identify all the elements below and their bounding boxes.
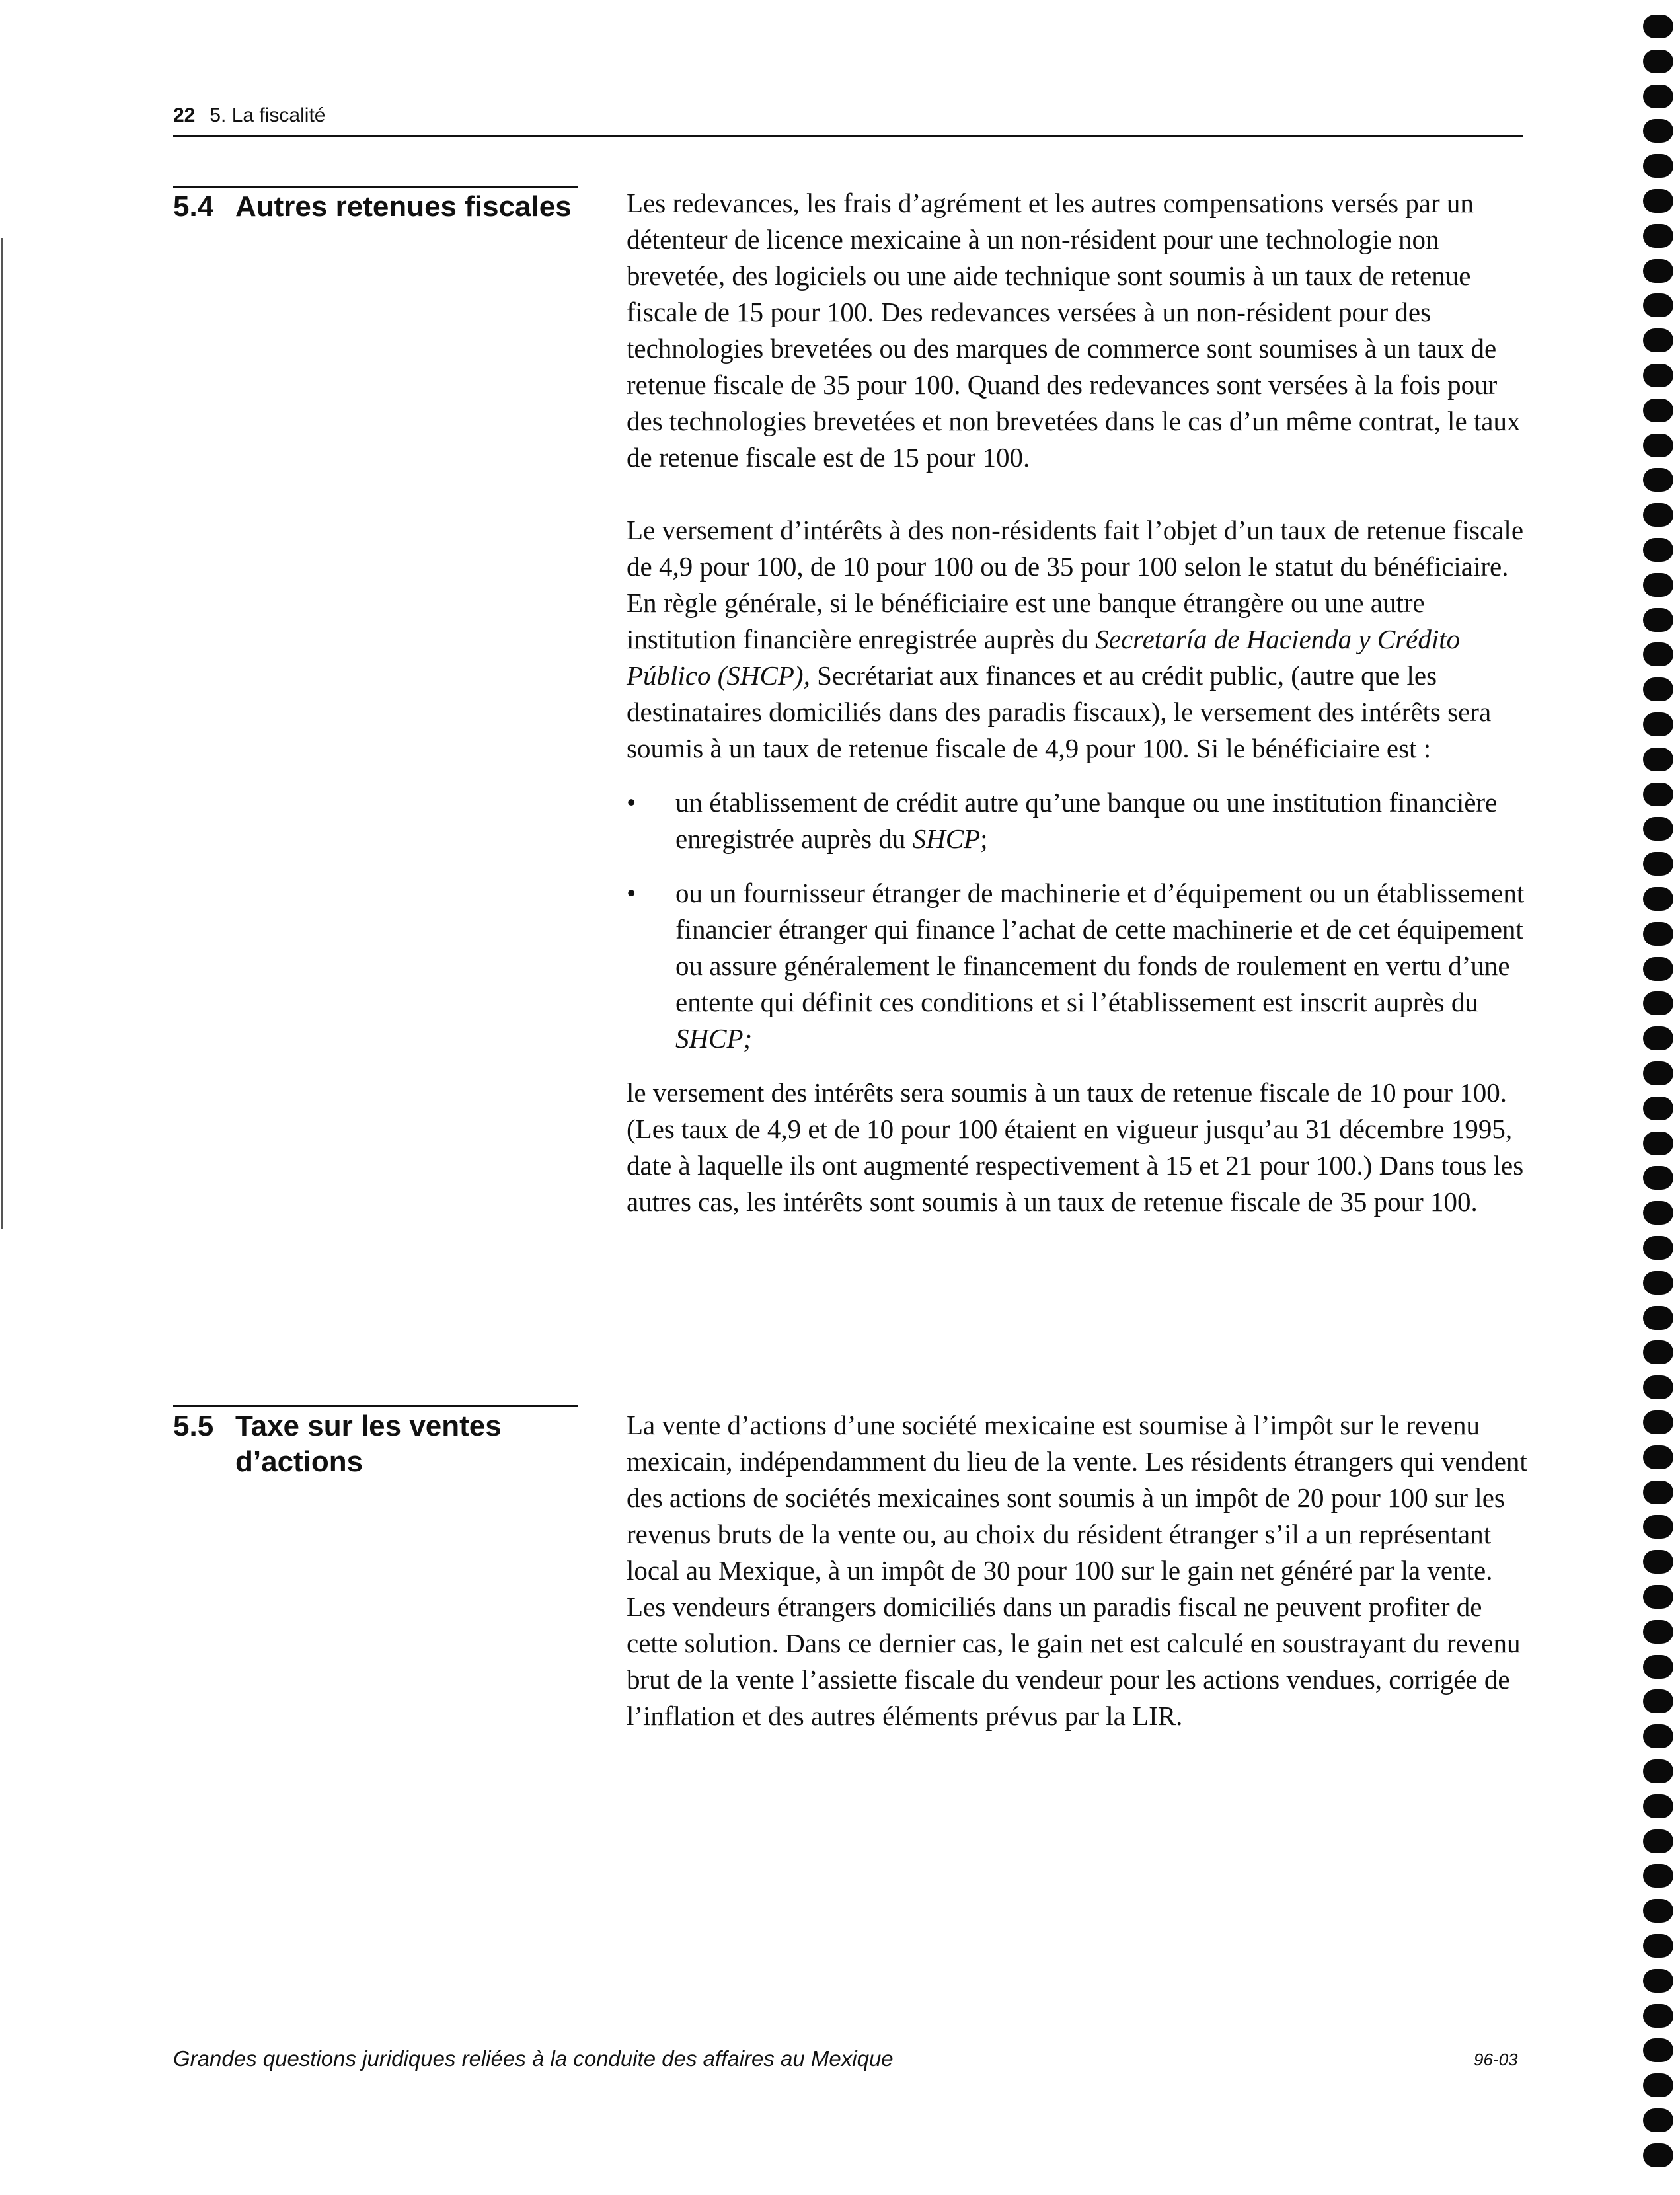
binding-hole: [1643, 1759, 1673, 1783]
list-item: [627, 875, 1532, 1057]
binding-hole: [1643, 922, 1673, 946]
binding-hole: [1643, 1201, 1673, 1225]
binding-hole: [1643, 1375, 1673, 1399]
list-item: [627, 785, 1532, 857]
binding-hole: [1643, 852, 1673, 876]
binding-hole: [1643, 1899, 1673, 1923]
binding-hole: [1643, 887, 1673, 911]
binding-hole: [1643, 434, 1673, 457]
binding-hole: [1643, 1132, 1673, 1155]
binding-hole: [1643, 399, 1673, 422]
section-body-5-4: [627, 185, 1532, 1220]
section-title: Autres retenues fiscales: [235, 190, 572, 223]
binding-hole: [1643, 1026, 1673, 1050]
section-number: 5.5: [173, 1410, 214, 1442]
section-body-5-5: [627, 1407, 1532, 1734]
binding-hole: [1643, 1794, 1673, 1818]
binding-hole: [1643, 1271, 1673, 1295]
section-title: Taxe sur les ventes d’actions: [235, 1410, 502, 1478]
binding-hole: [1643, 817, 1673, 841]
footer-code: 96-03: [1474, 2050, 1518, 2069]
binding-hole: [1643, 1724, 1673, 1748]
binding-hole: [1643, 1340, 1673, 1364]
binding-hole: [1643, 1620, 1673, 1644]
binding-hole: [1643, 1829, 1673, 1853]
binding-hole: [1643, 328, 1673, 352]
binding-hole: [1643, 1689, 1673, 1713]
binding-hole: [1643, 503, 1673, 527]
binding-hole: [1643, 1864, 1673, 1888]
bullet-icon: •: [627, 787, 636, 818]
binding-hole: [1643, 468, 1673, 492]
binding-hole: [1643, 2108, 1673, 2132]
binding-hole: [1643, 293, 1673, 317]
binding-hole: [1643, 154, 1673, 178]
binding-hole: [1643, 1236, 1673, 1260]
binding-hole: [1643, 15, 1673, 38]
bullet-icon: •: [627, 878, 636, 908]
binding-hole: [1643, 1445, 1673, 1469]
list-item-italic: SHCP;: [675, 1023, 753, 1054]
section-rule-5-4: [173, 186, 578, 188]
binding-hole: [1643, 608, 1673, 632]
binding-hole: [1643, 1969, 1673, 1993]
binding-hole: [1643, 712, 1673, 736]
paragraph-text: Secrétariat aux finances et au crédit public, (autre que les destinataires domiciliés dans des paradis fiscaux), le versement des intérêts sera soumis à un taux de retenue fiscale de 4,9 pour 100. Si le bénéficiaire est :: [627, 660, 1492, 763]
binding-hole: [1643, 2073, 1673, 2097]
page-header: [173, 106, 1523, 137]
binding-hole: [1643, 677, 1673, 701]
binding-hole: [1643, 189, 1673, 213]
paragraph: La vente d’actions d’une société mexicaine est soumise à l’impôt sur le revenu mexicain, indépendamment du lieu de la vente. Les résidents étrangers qui vendent des actions de sociétés mexicaines sont soumis à un impôt de 20 pour 100 sur les revenus bruts de la vente ou, au choix du résident étranger s’il a un représentant local au Mexique, à un impôt de 30 pour 100 sur le gain net généré par la vente. Les vendeurs étrangers domiciliés dans un paradis fiscal ne peuvent profiter de cette solution. Dans ce dernier cas, le gain net est calculé en soustrayant du revenu brut de la vente l’assiette fiscale du vendeur pour les actions vendues, corrigée de l’inflation et des autres éléments prévus par la LIR.: [627, 1410, 1527, 1731]
binding-hole: [1643, 1481, 1673, 1504]
binding-hole: [1643, 1515, 1673, 1539]
binding-hole: [1643, 573, 1673, 597]
paragraph: [627, 512, 1532, 767]
binding-hole: [1643, 85, 1673, 108]
list-item-text: un établissement de crédit autre qu’une banque ou une institution financière enregistrée auprès du: [675, 787, 1498, 854]
scan-edge-mark: [1, 238, 3, 1229]
binding-hole: [1643, 748, 1673, 771]
binding-hole: [1643, 224, 1673, 248]
binding-hole: [1643, 1550, 1673, 1574]
spiral-binding: [1640, 0, 1680, 2195]
paragraph-text: Le versement d’intérêts à des non-résidents fait l’objet d’un taux de retenue fiscale de 4,9 pour 100, de 10 pour 100 ou de 35 pour 100 selon le statut du bénéficiaire. En règle générale, si le bénéficiaire est une banque étrangère ou une autre institution financière enregistrée auprès du: [627, 515, 1524, 654]
binding-hole: [1643, 991, 1673, 1015]
chapter-title: 5. La fiscalité: [210, 104, 326, 126]
paragraph: le versement des intérêts sera soumis à un taux de retenue fiscale de 10 pour 100. (Les taux de 4,9 et de 10 pour 100 étaient en vigueur jusqu’au 31 décembre 1995, date à laquelle ils ont augmenté respectivement à 15 et 21 pour 100.) Dans tous les autres cas, les intérêts sont soumis à un taux de retenue fiscale de 35 pour 100.: [627, 1077, 1524, 1217]
list-item-italic: SHCP: [912, 824, 981, 854]
paragraph-italic: Secretaría de Hacienda y Crédito Público (SHCP),: [627, 624, 1461, 691]
section-rule-5-5: [173, 1405, 578, 1407]
binding-hole: [1643, 2038, 1673, 2062]
binding-hole: [1643, 538, 1673, 562]
binding-hole: [1643, 259, 1673, 283]
binding-hole: [1643, 1585, 1673, 1609]
section-heading-5-5: [173, 1408, 583, 1480]
section-number: 5.4: [173, 190, 214, 223]
binding-hole: [1643, 1934, 1673, 1958]
section-heading-5-4: [173, 189, 583, 225]
binding-hole: [1643, 1410, 1673, 1434]
footer-title: Grandes questions juridiques reliées à la conduite des affaires au Mexique: [173, 2046, 894, 2071]
list-item-tail: ;: [980, 824, 988, 854]
list-item-text: ou un fournisseur étranger de machinerie et d’équipement ou un établissement financier étranger qui finance l’achat de cette machinerie et de cet équipement ou assure généralement le financement du fonds de roulement en vertu d’une entente qui définit ces conditions et si l’établissement est inscrit auprès du: [675, 878, 1525, 1017]
binding-hole: [1643, 2143, 1673, 2167]
page-number: 22: [173, 104, 196, 126]
binding-hole: [1643, 2004, 1673, 2028]
binding-hole: [1643, 783, 1673, 806]
binding-hole: [1643, 1097, 1673, 1120]
paragraph: Les redevances, les frais d’agrément et les autres compensations versés par un détenteur de licence mexicaine à un non-résident pour une technologie non brevetée, des logiciels ou une aide technique sont soumis à un taux de retenue fiscale de 15 pour 100. Des redevances versées à un non-résident pour des technologies brevetées ou des marques de commerce sont soumises à un taux de retenue fiscale de 35 pour 100. Quand des redevances sont versées à la fois pour des technologies brevetées et non brevetées dans le cas d’un même contrat, le taux de retenue fiscale est de 15 pour 100.: [627, 188, 1521, 473]
binding-hole: [1643, 119, 1673, 143]
binding-hole: [1643, 1306, 1673, 1330]
binding-hole: [1643, 1061, 1673, 1085]
binding-hole: [1643, 957, 1673, 981]
binding-hole: [1643, 364, 1673, 387]
binding-hole: [1643, 1166, 1673, 1190]
binding-hole: [1643, 642, 1673, 666]
binding-hole: [1643, 1655, 1673, 1679]
binding-hole: [1643, 50, 1673, 73]
